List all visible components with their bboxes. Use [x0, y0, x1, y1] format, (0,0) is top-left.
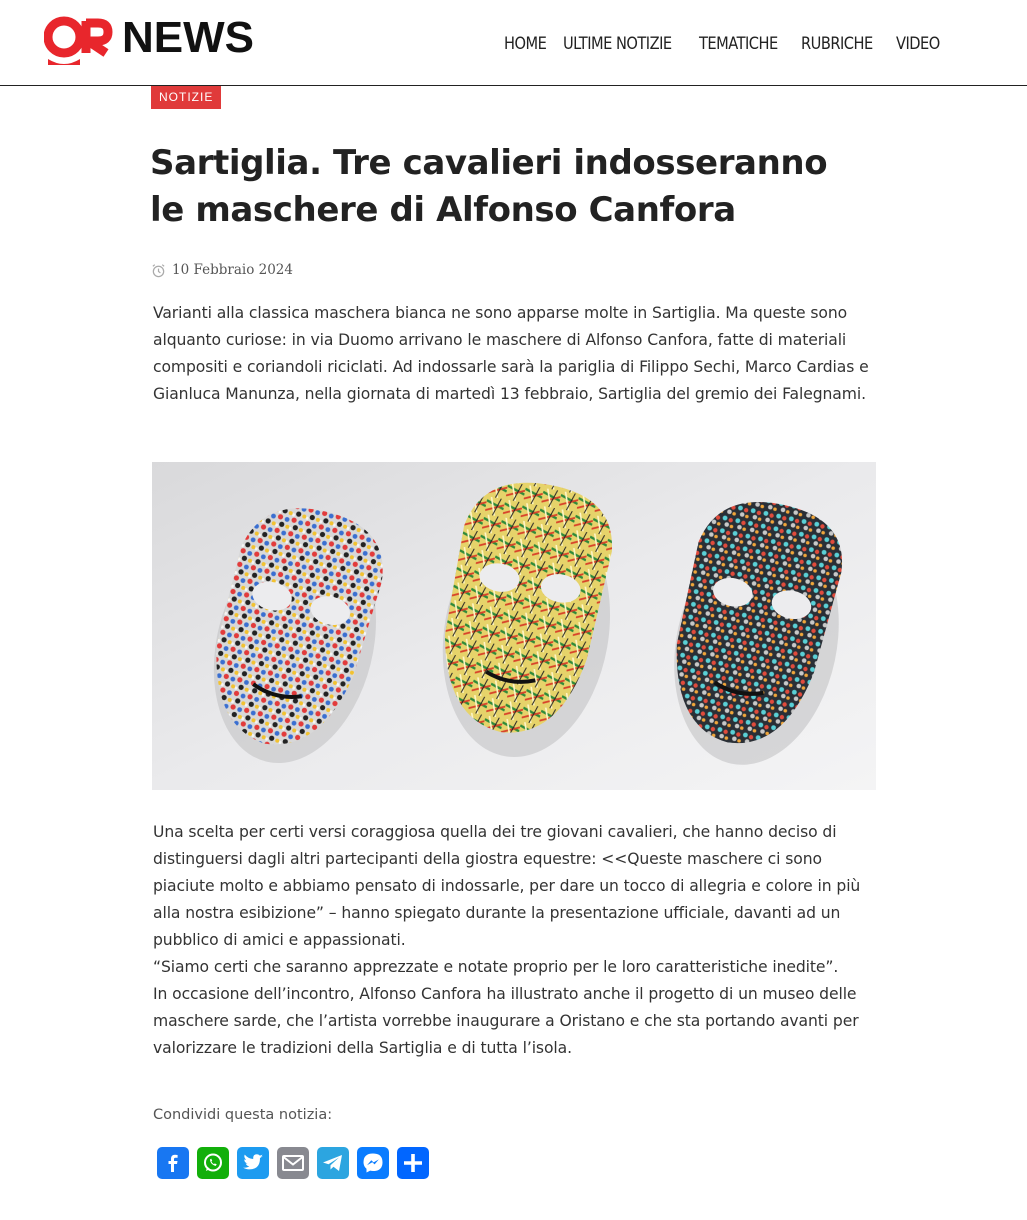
- logo-wordmark: NEWS: [122, 13, 254, 62]
- plus-icon: [402, 1152, 424, 1174]
- article-paragraph: In occasione dell’incontro, Alfonso Canfora ha illustrato anche il progetto di un museo delle maschere sarde, che l’artista vorrebbe inaugurare a Oristano e che sta portando avanti per valorizzare le tradizioni della Sartiglia e di tutta l’isola.: [153, 985, 859, 1057]
- masks-photo: [152, 462, 876, 790]
- nav-link[interactable]: TEMATICHE: [699, 34, 778, 54]
- nav-item-tematiche[interactable]: [699, 34, 791, 54]
- messenger-share-button[interactable]: [357, 1147, 389, 1179]
- site-header: [0, 0, 1027, 86]
- article-intro: Varianti alla classica maschera bianca ne sono apparse molte in Sartiglia. Ma queste sono alquanto curiose: in via Duomo arrivano le maschere di Alfonso Canfora, fatte di materiali compositi e coriandoli riciclati. Ad indossarle sarà la pariglia di Filippo Sechi, Marco Cardias e Gianluca Manunza, nella giornata di martedì 13 febbraio, Sartiglia del gremio dei Falegnami.: [153, 304, 869, 403]
- nav-item-video[interactable]: [896, 34, 947, 54]
- whatsapp-icon: [202, 1152, 224, 1174]
- category-badge[interactable]: NOTIZIE: [151, 86, 221, 109]
- site-logo[interactable]: [44, 12, 254, 68]
- telegram-share-button[interactable]: [317, 1147, 349, 1179]
- main-nav: [482, 34, 947, 54]
- nav-link[interactable]: ULTIME NOTIZIE: [563, 34, 672, 54]
- publish-date: 10 Febbraio 2024: [172, 262, 293, 278]
- share-label: Condividi questa notizia:: [153, 1107, 333, 1123]
- article-title: Sartiglia. Tre cavalieri indosseranno le maschere di Alfonso Canfora: [150, 143, 828, 230]
- nav-item-ultime-notizie[interactable]: [563, 34, 689, 54]
- email-icon: [282, 1154, 304, 1172]
- share-button[interactable]: [397, 1147, 429, 1179]
- article-paragraph: Una scelta per certi versi coraggiosa quella dei tre giovani cavalieri, che hanno deciso di distinguersi dagli altri partecipanti della giostra equestre: <<Queste maschere ci sono piaciute molto e abbiamo pensato di indossarle, per dare un tocco di allegria e colore in più alla nostra esibizione” – hanno spiegato durante la presentazione ufficiale, davanti ad un pubblico di amici e appassionati.: [153, 823, 861, 949]
- whatsapp-share-button[interactable]: [197, 1147, 229, 1179]
- telegram-icon: [322, 1153, 344, 1173]
- alarm-clock-icon: [151, 263, 166, 278]
- nav-item-home[interactable]: [504, 34, 553, 54]
- article-body: [153, 819, 878, 1062]
- article-image: [152, 462, 876, 790]
- share-buttons: [157, 1147, 429, 1179]
- facebook-share-button[interactable]: [157, 1147, 189, 1179]
- nav-item-rubriche[interactable]: [801, 34, 884, 54]
- ornews-logo-icon: [44, 13, 120, 67]
- article-paragraph: “Siamo certi che saranno apprezzate e notate proprio per le loro caratteristiche inedite”.: [153, 958, 839, 976]
- messenger-icon: [362, 1152, 384, 1174]
- article-meta: [151, 262, 293, 278]
- nav-link[interactable]: VIDEO: [896, 34, 940, 54]
- facebook-icon: [163, 1153, 183, 1173]
- nav-link[interactable]: HOME: [503, 34, 547, 54]
- twitter-share-button[interactable]: [237, 1147, 269, 1179]
- nav-link[interactable]: RUBRICHE: [800, 34, 873, 54]
- twitter-icon: [242, 1153, 264, 1173]
- email-share-button[interactable]: [277, 1147, 309, 1179]
